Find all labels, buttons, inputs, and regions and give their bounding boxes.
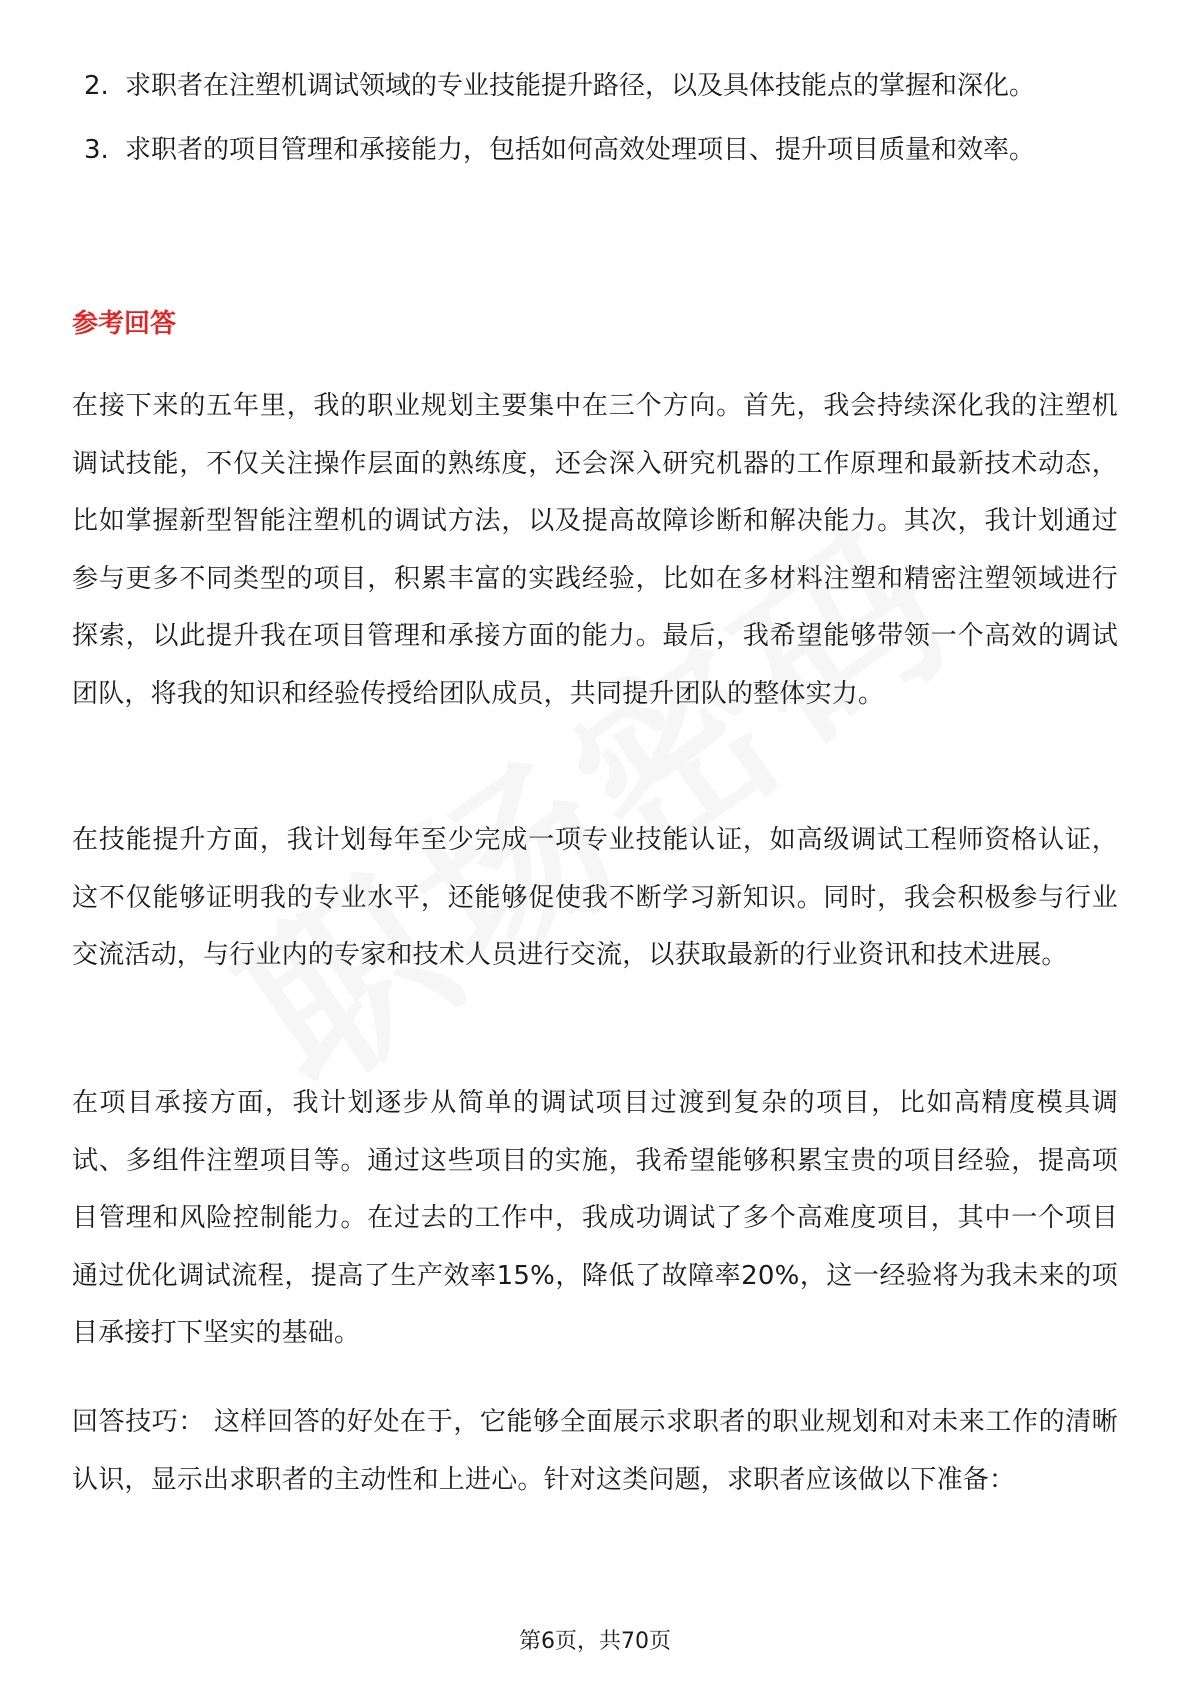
answer-tips-paragraph: 回答技巧： 这样回答的好处在于，它能够全面展示求职者的职业规划和对未来工作的清晰认识，显示出求职者的主动性和上进心。针对这类问题，求职者应该做以下准备： [72, 1407, 1118, 1495]
list-item-number: 3. [84, 135, 109, 165]
list-item [84, 122, 1114, 178]
page-number-footer: 第6页，共70页 [519, 1629, 671, 1654]
list-item-text: 求职者在注塑机调试领域的专业技能提升路径，以及具体技能点的掌握和深化。 [125, 71, 1036, 101]
list-item [84, 58, 1114, 114]
question-focus-list [84, 58, 1114, 186]
answer-paragraph: 在项目承接方面，我计划逐步从简单的调试项目过渡到复杂的项目，比如高精度模具调试、多组件注塑项目等。通过这些项目的实施，我希望能够积累宝贵的项目经验，提高项目管理和风险控制能力。在过去的工作中，我成功调试了多个高难度项目，其中一个项目通过优化调试流程，提高了生产效率15%，降低了故障率20%，这一经验将为我未来的项目承接打下坚实的基础。 [72, 1088, 1118, 1348]
list-item-text: 求职者的项目管理和承接能力，包括如何高效处理项目、提升项目质量和效率。 [125, 135, 1036, 165]
list-item-number: 2. [84, 71, 109, 101]
section-title-reference-answer: 参考回答 [72, 309, 177, 339]
answer-paragraph: 在接下来的五年里，我的职业规划主要集中在三个方向。首先，我会持续深化我的注塑机调试技能，不仅关注操作层面的熟练度，还会深入研究机器的工作原理和最新技术动态，比如掌握新型智能注塑机的调试方法，以及提高故障诊断和解决能力。其次，我计划通过参与更多不同类型的项目，积累丰富的实践经验，比如在多材料注塑和精密注塑领域进行探索，以此提升我在项目管理和承接方面的能力。最后，我希望能够带领一个高效的调试团队，将我的知识和经验传授给团队成员，共同提升团队的整体实力。 [72, 391, 1118, 709]
answer-paragraph: 在技能提升方面，我计划每年至少完成一项专业技能认证，如高级调试工程师资格认证，这不仅能够证明我的专业水平，还能够促使我不断学习新知识。同时，我会积极参与行业交流活动，与行业内的专家和技术人员进行交流，以获取最新的行业资讯和技术进展。 [72, 825, 1118, 970]
